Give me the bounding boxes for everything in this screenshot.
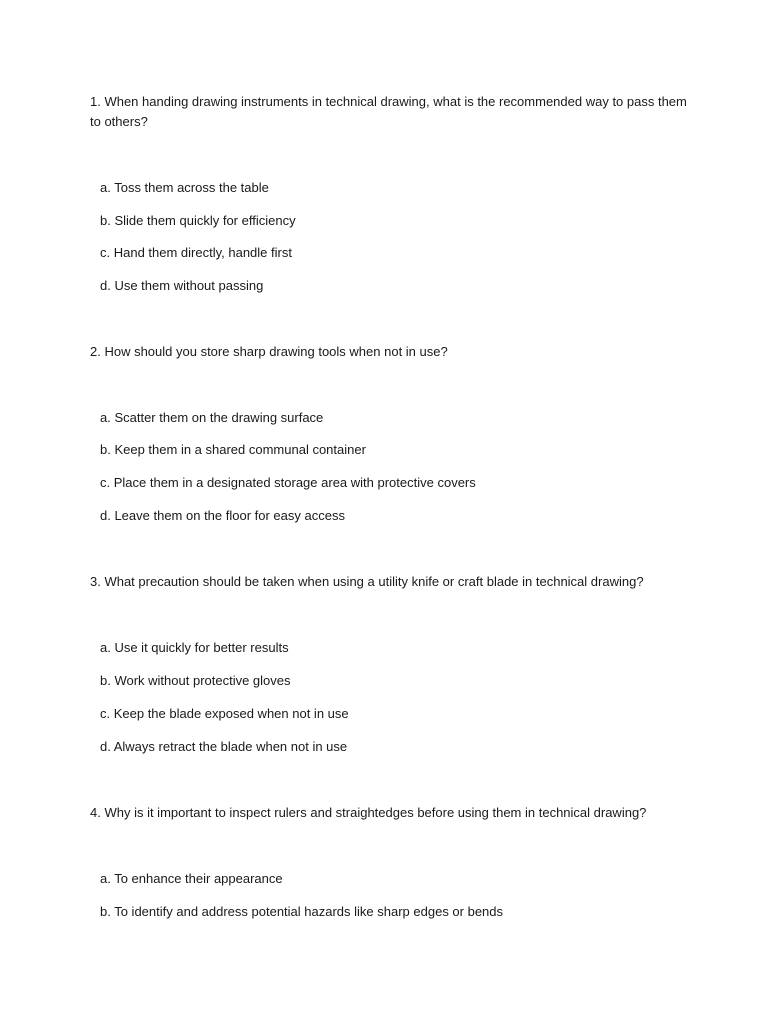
question-4-text: 4. Why is it important to inspect rulers and straightedges before using them in technical drawing? xyxy=(90,805,647,820)
question-1-text: 1. When handing drawing instruments in technical drawing, what is the recommended way to pass them to others? xyxy=(90,94,687,129)
question-2-option-c: c. Place them in a designated storage area with protective covers xyxy=(100,475,476,490)
question-3-option-b: b. Work without protective gloves xyxy=(100,673,291,688)
question-4-option-b: b. To identify and address potential hazards like sharp edges or bends xyxy=(100,904,504,919)
question-2-option-d: d. Leave them on the floor for easy access xyxy=(100,508,345,523)
question-3-option-a: a. Use it quickly for better results xyxy=(100,640,289,655)
question-1-option-b: b. Slide them quickly for efficiency xyxy=(100,213,296,228)
question-1-option-a: a. Toss them across the table xyxy=(100,180,269,195)
question-1-option-c: c. Hand them directly, handle first xyxy=(100,245,292,260)
question-2-text: 2. How should you store sharp drawing tools when not in use? xyxy=(90,344,448,359)
question-2-option-a: a. Scatter them on the drawing surface xyxy=(100,410,324,425)
question-1-option-d: d. Use them without passing xyxy=(100,278,264,293)
question-4-option-a: a. To enhance their appearance xyxy=(100,871,283,886)
question-3-text: 3. What precaution should be taken when using a utility knife or craft blade in technical drawing? xyxy=(90,574,644,589)
question-3-option-d: d. Always retract the blade when not in use xyxy=(100,739,348,754)
question-3-option-c: c. Keep the blade exposed when not in use xyxy=(100,706,349,721)
question-2-option-b: b. Keep them in a shared communal container xyxy=(100,442,366,457)
